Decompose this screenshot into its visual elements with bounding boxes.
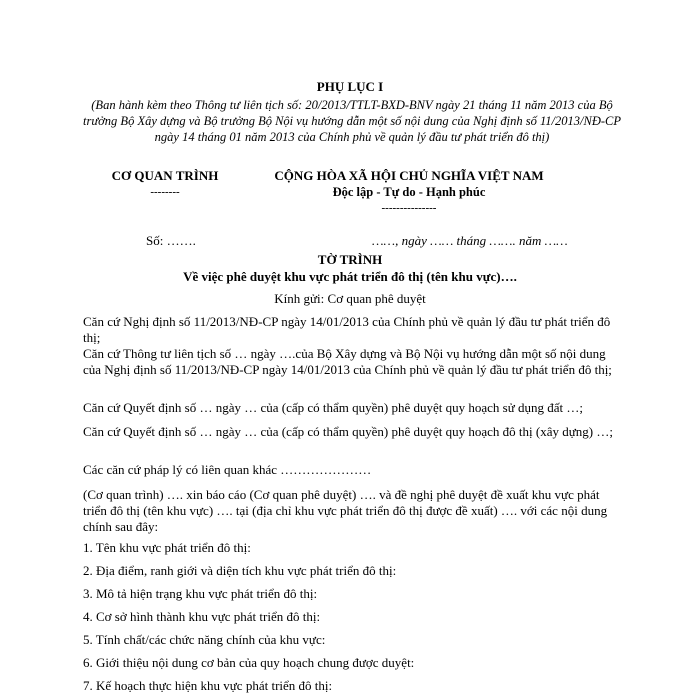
- basis-paragraph-4: Căn cứ Quyết định số … ngày … của (cấp có thẩm quyền) phê duyệt quy hoạch đô thị (xây dựng) …;: [83, 424, 613, 439]
- list-item: 5. Tính chất/các chức năng chính của khu vực:: [83, 632, 326, 647]
- list-item: 6. Giới thiệu nội dung cơ bản của quy hoạch chung được duyệt:: [83, 655, 415, 670]
- basis-paragraph-2: Căn cứ Thông tư liên tịch số … ngày ….của Bộ Xây dựng và Bộ Nội vụ hướng dẫn một số nội dung của Nghị định số 11/2013/NĐ-CP ngày 14/01/2013 của Chính phủ về quản lý đầu tư phát triển đô thị;: [83, 346, 612, 377]
- appendix-title: PHỤ LỤC I: [316, 79, 384, 94]
- motto-rule: ---------------: [381, 202, 437, 214]
- appendix-subtitle: (Ban hành kèm theo Thông tư liên tịch số: 20/2013/TTLT-BXD-BNV ngày 21 tháng 11 năm 2013 của Bộ trưởng Bộ Xây dựng và Bộ trưởng Bộ Nội vụ hướng dẫn một số nội dung của Nghị định số 11/2013/NĐ-CP ngày 14 tháng 01 năm 2013 của Chính phủ về quản lý đầu tư phát triển đô thị): [82, 98, 621, 144]
- nation-header: [268, 168, 550, 216]
- list-item: 2. Địa điểm, ranh giới và diện tích khu vực phát triển đô thị:: [83, 563, 397, 578]
- basis-paragraph-1: Căn cứ Nghị định số 11/2013/NĐ-CP ngày 14/01/2013 của Chính phủ về quản lý đầu tư phát triển đô thị;: [83, 314, 611, 345]
- agency-rule: --------: [150, 186, 180, 198]
- document-number: Số: …….: [146, 233, 196, 248]
- agency-name: CƠ QUAN TRÌNH: [111, 168, 219, 183]
- motto: Độc lập - Tự do - Hạnh phúc: [332, 185, 486, 199]
- agency-header: [100, 168, 230, 200]
- request-paragraph: (Cơ quan trình) …. xin báo cáo (Cơ quan phê duyệt) …. và đề nghị phê duyệt đề xuất khu vực phát triển đô thị (tên khu vực) …. tại (địa chỉ khu vực phát triển đô thị được đề xuất) …. với các nội dung chính sau đây:: [83, 487, 608, 534]
- basis-paragraph-5: Các căn cứ pháp lý có liên quan khác …………………: [83, 462, 372, 477]
- list-item: 1. Tên khu vực phát triển đô thị:: [83, 540, 251, 555]
- nation-name: CỘNG HÒA XÃ HỘI CHỦ NGHĨA VIỆT NAM: [274, 168, 544, 183]
- greeting: Kính gửi: Cơ quan phê duyệt: [274, 291, 426, 306]
- list-item: 3. Mô tả hiện trạng khu vực phát triển đô thị:: [83, 586, 318, 601]
- list-item: 7. Kế hoạch thực hiện khu vực phát triển đô thị:: [83, 678, 333, 693]
- document-date: ……, ngày …… tháng ……. năm ……: [372, 233, 568, 248]
- list-item: 4. Cơ sở hình thành khu vực phát triển đô thị:: [83, 609, 321, 624]
- document-title: TỜ TRÌNH: [317, 252, 383, 267]
- document-subject: Về việc phê duyệt khu vực phát triển đô thị (tên khu vực)….: [183, 269, 517, 284]
- basis-paragraph-3: Căn cứ Quyết định số … ngày … của (cấp có thẩm quyền) phê duyệt quy hoạch sử dụng đất …;: [83, 400, 584, 415]
